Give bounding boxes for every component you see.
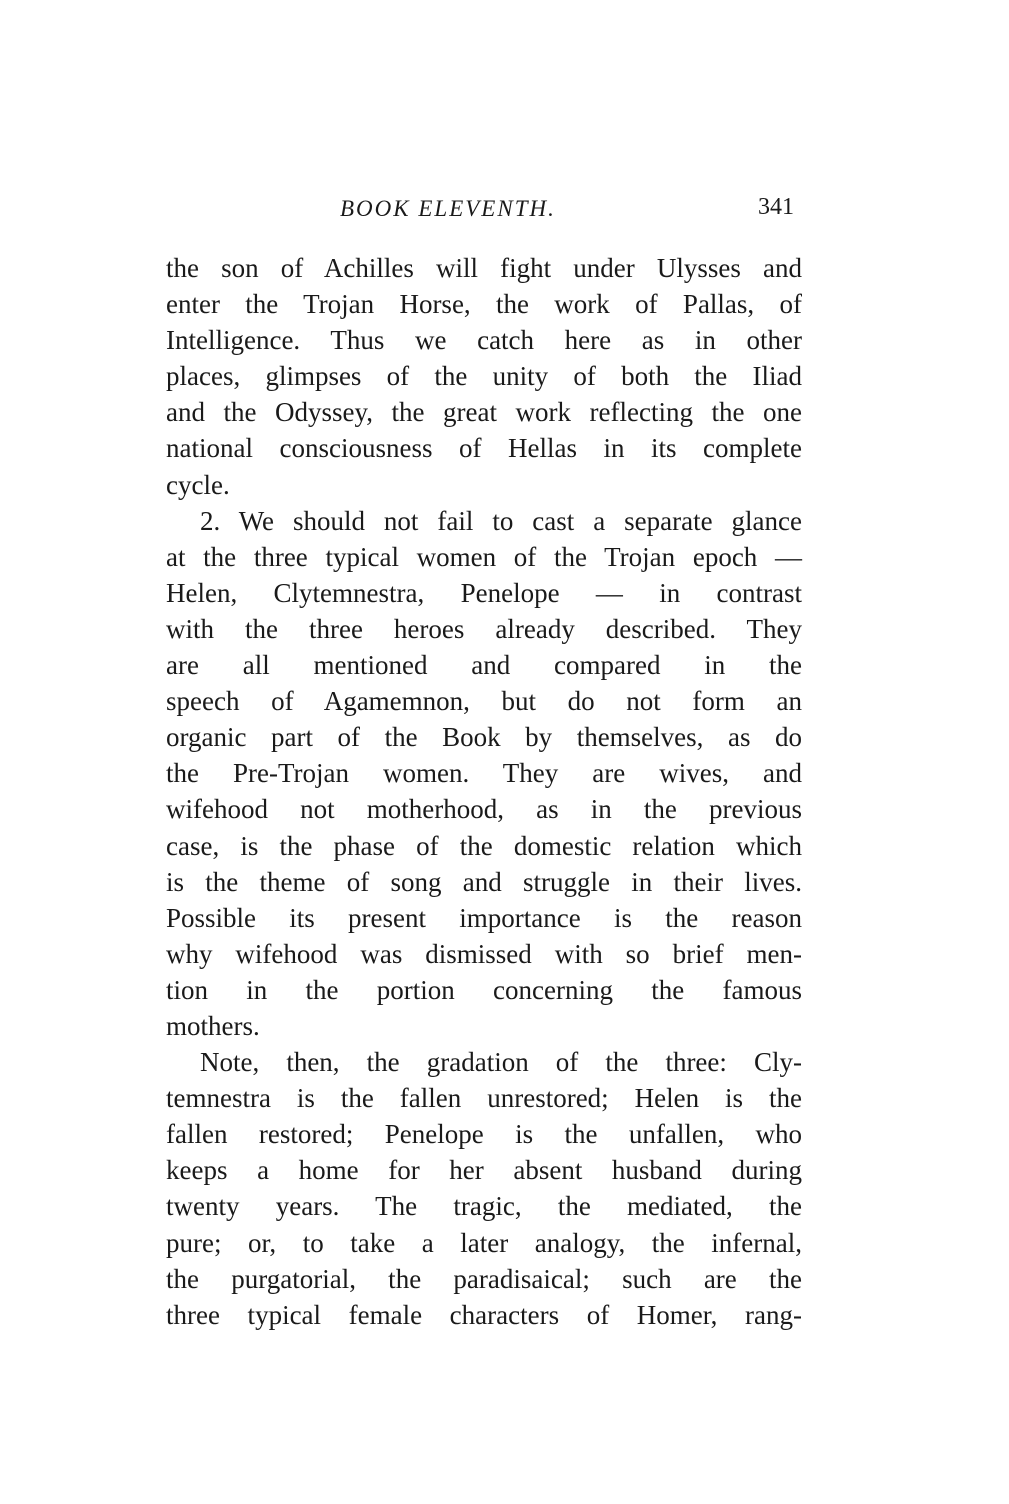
text-line: the purgatorial, the paradisaical; such are the	[166, 1263, 802, 1294]
text-line: national consciousness of Hellas in its complete	[166, 433, 802, 464]
text-line: Note, then, the gradation of the three: Cly-	[200, 1047, 802, 1078]
text-line: mothers.	[166, 1010, 260, 1041]
text-line: 2. We should not fail to cast a separate glance	[200, 505, 802, 536]
text-line: Possible its present importance is the reason	[166, 902, 802, 933]
text-line: places, glimpses of the unity of both the Iliad	[166, 361, 802, 392]
text-line: is the theme of song and struggle in their lives.	[166, 866, 802, 897]
text-line: enter the Trojan Horse, the work of Pallas, of	[166, 289, 802, 320]
text-line: three typical female characters of Homer, rang-	[166, 1299, 802, 1330]
text-line: at the three typical women of the Trojan epoch —	[166, 541, 802, 572]
text-line: case, is the phase of the domestic relation which	[166, 830, 802, 861]
text-line: and the Odyssey, the great work reflecting the one	[166, 397, 802, 428]
text-line: the Pre-Trojan women. They are wives, and	[166, 758, 802, 789]
running-head	[0, 196, 1009, 232]
text-line: twenty years. The tragic, the mediated, the	[166, 1191, 802, 1222]
page-number: 341	[758, 194, 794, 220]
text-line: wifehood not motherhood, as in the previous	[166, 794, 802, 825]
text-line: are all mentioned and compared in the	[166, 650, 802, 681]
text-line: keeps a home for her absent husband during	[166, 1155, 802, 1186]
running-title: BOOK ELEVENTH.	[340, 196, 556, 221]
text-line: fallen restored; Penelope is the unfallen, who	[166, 1119, 802, 1150]
text-line: organic part of the Book by themselves, as do	[166, 722, 802, 753]
text-line: cycle.	[166, 469, 230, 500]
body-text	[166, 250, 802, 1333]
text-line: speech of Agamemnon, but do not form an	[166, 686, 802, 717]
text-line: Helen, Clytemnestra, Penelope — in contrast	[166, 577, 802, 608]
text-line: the son of Achilles will fight under Ulysses and	[166, 253, 802, 283]
text-line: temnestra is the fallen unrestored; Helen is the	[166, 1083, 802, 1114]
text-line: Intelligence. Thus we catch here as in other	[166, 325, 802, 356]
text-line: why wifehood was dismissed with so brief men-	[166, 938, 802, 969]
text-line: pure; or, to take a later analogy, the infernal,	[166, 1227, 802, 1258]
text-line: tion in the portion concerning the famous	[166, 974, 802, 1005]
text-line: with the three heroes already described. They	[166, 613, 802, 644]
